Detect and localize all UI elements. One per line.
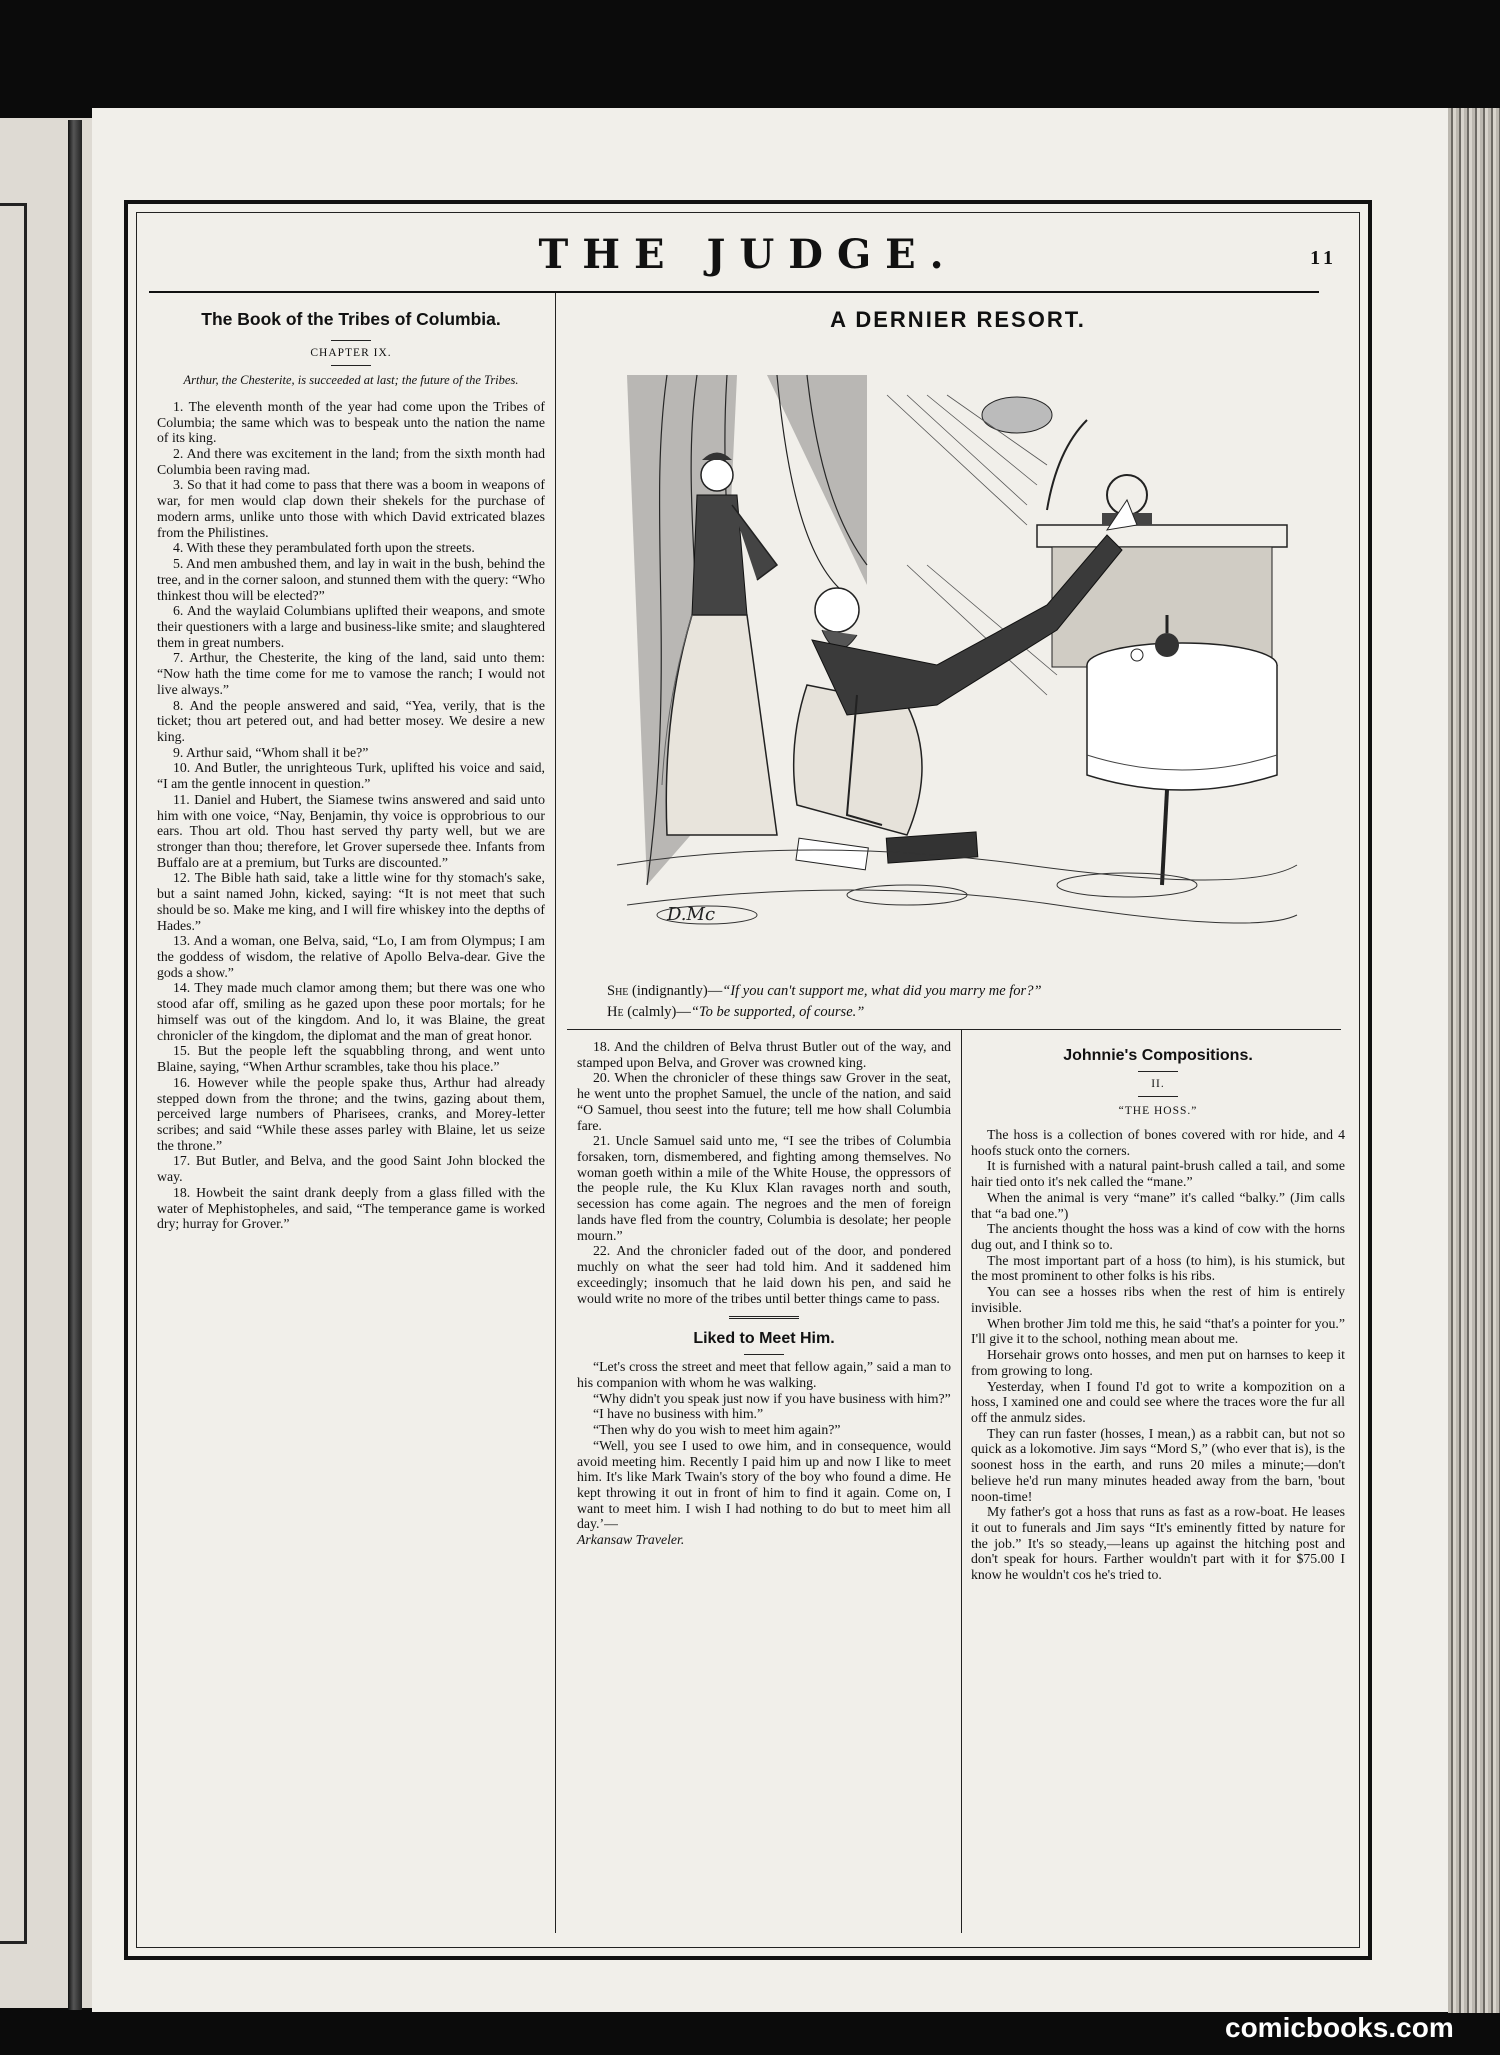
paragraph: 21. Uncle Samuel said unto me, “I see the tribes of Columbia forsaken, torn, dismembered, and fighting among themselves. No woman goeth within a mile of the White House, the oppressors of the people rule, the Ku Klux Klan ravages north and south, secession has come again. The negroes and the men of foreign lands have fled from the country, Columbia is desolate; her people mourn.”: [577, 1133, 951, 1243]
liked-body: [577, 1359, 951, 1532]
masthead-title: THE JUDGE.: [538, 231, 958, 278]
paragraph: 17. But Butler, and Belva, and the good Saint John blocked the way.: [157, 1153, 545, 1185]
cartoon-signature: D.Mc: [667, 904, 716, 925]
caption-she-note: (indignantly)—: [632, 983, 723, 999]
paragraph: 14. They made much clamor among them; but there was one who stood afar off, smiling as he gazed upon these poor mortals; for he himself was out of the kingdom. And lo, it was Blaine, the great chronicler of the kingdom, the diplomat and the man of great honor.: [157, 980, 545, 1043]
page-stack-edge: [1448, 108, 1500, 2013]
johnnie-title: Johnnie's Compositions.: [1063, 1047, 1253, 1064]
paragraph: 16. However while the people spake thus, Arthur had already stepped down from the throne; and the twins, gazing about them, perceived large numbers of Pharisees, cranks, and Morey-letter scribes; and said “While these asses parley with Blaine, let us seize the throne.”: [157, 1074, 545, 1153]
paragraph: 2. And there was excitement in the land; from the sixth month had Columbia been raving mad.: [157, 446, 545, 477]
caption-he-quote: “To be supported, of course.”: [690, 1004, 865, 1021]
paragraph: 8. And the people answered and said, “Yea, verily, that is the ticket; thou art petered out, and had better mosey. We desire a new king.: [157, 697, 545, 744]
tribes-body: [157, 399, 545, 1232]
johnnie-subtitle: “THE HOSS.”: [1118, 1105, 1198, 1117]
watermark-text: comicbooks.com: [1225, 2012, 1454, 2043]
paragraph: 12. The Bible hath said, take a little wine for thy stomach's sake, but a saint named John, kicked, saying: “It is not meet that such should be so. Make me king, and I will fire whiskey into the depths of Hades.”: [157, 870, 545, 933]
johnnie-column: [971, 1039, 1345, 1583]
tribes-subtitle: Arthur, the Chesterite, is succeeded at last; the future of the Tribes.: [183, 373, 519, 387]
paragraph: When brother Jim told me this, he said “that's a pointer for you.” I'll give it to the school, nothing mean about me.: [971, 1315, 1345, 1347]
paragraph: 5. And men ambushed them, and lay in wait in the bush, behind the tree, and in the corner saloon, and stunned them with the query: “Who thinkest thou will be elected?”: [157, 556, 545, 603]
paragraph: 11. Daniel and Hubert, the Siamese twins answered and said unto him with one voice, “Nay, Benjamin, thy voice is opprobrious to our ears. Thou art old. Thou hast served thy party well, but we are stronger than thou; therefore, let Grover supersede thee. Infants from Buffalo are at a premium, but Turks are discounted.”: [157, 791, 545, 870]
paragraph: 7. Arthur, the Chesterite, the king of the land, said unto them: “Now hath the time come for me to vamose the ranch; I would not live always.”: [157, 650, 545, 697]
paragraph: Yesterday, when I found I'd got to write a kompozition on a hoss, I xamined one and could see where the traces wore the fur all off the anmulz sides.: [971, 1378, 1345, 1425]
paragraph: “I have no business with him.”: [593, 1406, 764, 1422]
paragraph: 18. And the children of Belva thrust Butler out of the way, and stamped upon Belva, and Grover was crowned king.: [577, 1039, 951, 1070]
paragraph: 6. And the waylaid Columbians uplifted their weapons, and smote their questioners with a large and business-like smite; and slaughtered them in great numbers.: [157, 603, 545, 650]
paragraph: 10. And Butler, the unrighteous Turk, uplifted his voice and said, “I am the gentle innocent in question.”: [157, 760, 545, 792]
cartoon-illustration: [607, 365, 1307, 945]
johnnie-numeral: II.: [1151, 1078, 1165, 1090]
paragraph: When the animal is very “mane” it's called “balky.” (Jim calls that “a bad one.”): [971, 1189, 1345, 1221]
paragraph: “Why didn't you speak just now if you have business with him?”: [593, 1390, 951, 1406]
paragraph: Horsehair grows onto hosses, and men put on harnses to keep it from growing to long.: [971, 1347, 1345, 1378]
tribes-chapter: CHAPTER IX.: [310, 347, 392, 359]
cartoon-title: A DERNIER RESORT.: [830, 307, 1086, 332]
middle-column: [577, 1039, 951, 1548]
tribes-title: The Book of the Tribes of Columbia.: [201, 309, 501, 329]
paragraph: 22. And the chronicler faded out of the door, and pondered muchly on what the seer had told him. And it saddened him exceedingly; insomuch that he laid down his pen, and said he would write no more of the tribes until better things came to pass.: [577, 1243, 951, 1306]
caption-he-label: He: [607, 1004, 624, 1021]
paragraph: 13. And a woman, one Belva, said, “Lo, I am from Olympus; I am the goddess of wisdom, the relative of Apollo Belva-dear. Give the gods a show.”: [157, 933, 545, 980]
tribes-continued: [577, 1039, 951, 1306]
paragraph: My father's got a hoss that runs as fast as a row-boat. He leases it out to funerals and Jim says “It's eminently fitted by nature for the job.” It's so steady,—leans up against the hitching post and don't speak for hours. Farther wouldn't part with it for $75.00 I know he wouldn't cos he's tried to.: [971, 1504, 1345, 1583]
caption-she-quote: “If you can't support me, what did you marry me for?”: [722, 983, 1042, 999]
paragraph: 4. With these they perambulated forth upon the streets.: [173, 540, 475, 556]
paragraph: 1. The eleventh month of the year had come upon the Tribes of Columbia; the same which was to bespeak unto the nation the name of its king.: [157, 398, 545, 446]
liked-title: Liked to Meet Him.: [693, 1330, 835, 1348]
paragraph: The hoss is a collection of bones covered with ror hide, and 4 hoofs stuck onto the corners.: [971, 1127, 1345, 1158]
paragraph: 15. But the people left the squabbling throng, and went unto Blaine, saying, “When Arthur scrambles, take thou his place.”: [157, 1043, 545, 1075]
cartoon-caption: [607, 981, 1327, 1023]
paragraph: 20. When the chronicler of these things saw Grover in the seat, he went unto the prophet Samuel, the uncle of the nation, and said “O Samuel, thou seest into the future; tell me how shall Columbia fare.: [577, 1070, 951, 1133]
paragraph: 9. Arthur said, “Whom shall it be?”: [173, 744, 369, 760]
paragraph: “Let's cross the street and meet that fellow again,” said a man to his companion with whom he was walking.: [577, 1359, 951, 1390]
paragraph: “Well, you see I used to owe him, and in consequence, would avoid meeting him. Recently I paid him up and now I like to meet him. It's like Mark Twain's story of the boy who found a dime. He kept throwing it out in front of him to find it again. Come on, I want to meet him. I wish I had nothing to do but to meet him all day.’—: [577, 1437, 951, 1532]
page-frame: [124, 200, 1372, 1960]
paragraph: “Then why do you wish to meet him again?”: [593, 1422, 841, 1438]
paragraph: They can run faster (hosses, I mean,) as a rabbit can, but not so quick as a lokomotive. Jim says “Mord S,” (who ever that is), is the soonest hoss in the earth, and runs 20 miles a minute;—don't believe he'd run many minutes headed away from the barn, 'bout noon-time!: [971, 1425, 1345, 1504]
paragraph: It is furnished with a natural paint-brush called a tail, and some hair tied onto it's nek called the “mane.”: [971, 1158, 1345, 1190]
paragraph: You can see a hosses ribs when the rest of him is entirely invisible.: [971, 1284, 1345, 1315]
tribes-column: [157, 309, 545, 1232]
page-number: 11: [1310, 247, 1337, 269]
paragraph: 18. Howbeit the saint drank deeply from a glass filled with the water of Mephistopheles, and said, “The temperance game is worked dry; hurray for Grover.”: [157, 1184, 545, 1232]
paragraph: The ancients thought the hoss was a kind of cow with the horns dug out, and I think so to.: [971, 1221, 1345, 1253]
paragraph: 3. So that it had come to pass that there was a boom in weapons of war, for men would clap down their shekels for the purchase of modern arms, unlike unto those with which David extricated blazes from the Philistines.: [157, 477, 545, 540]
binding-gutter: [68, 120, 82, 2010]
caption-she-label: She: [607, 983, 629, 999]
johnnie-body: [971, 1127, 1345, 1583]
liked-source: Arkansaw Traveler.: [577, 1532, 685, 1548]
paragraph: The most important part of a hoss (to him), is his stumick, but the most prominent to other folks is his ribs.: [971, 1252, 1345, 1284]
caption-he-note: (calmly)—: [627, 1004, 691, 1021]
